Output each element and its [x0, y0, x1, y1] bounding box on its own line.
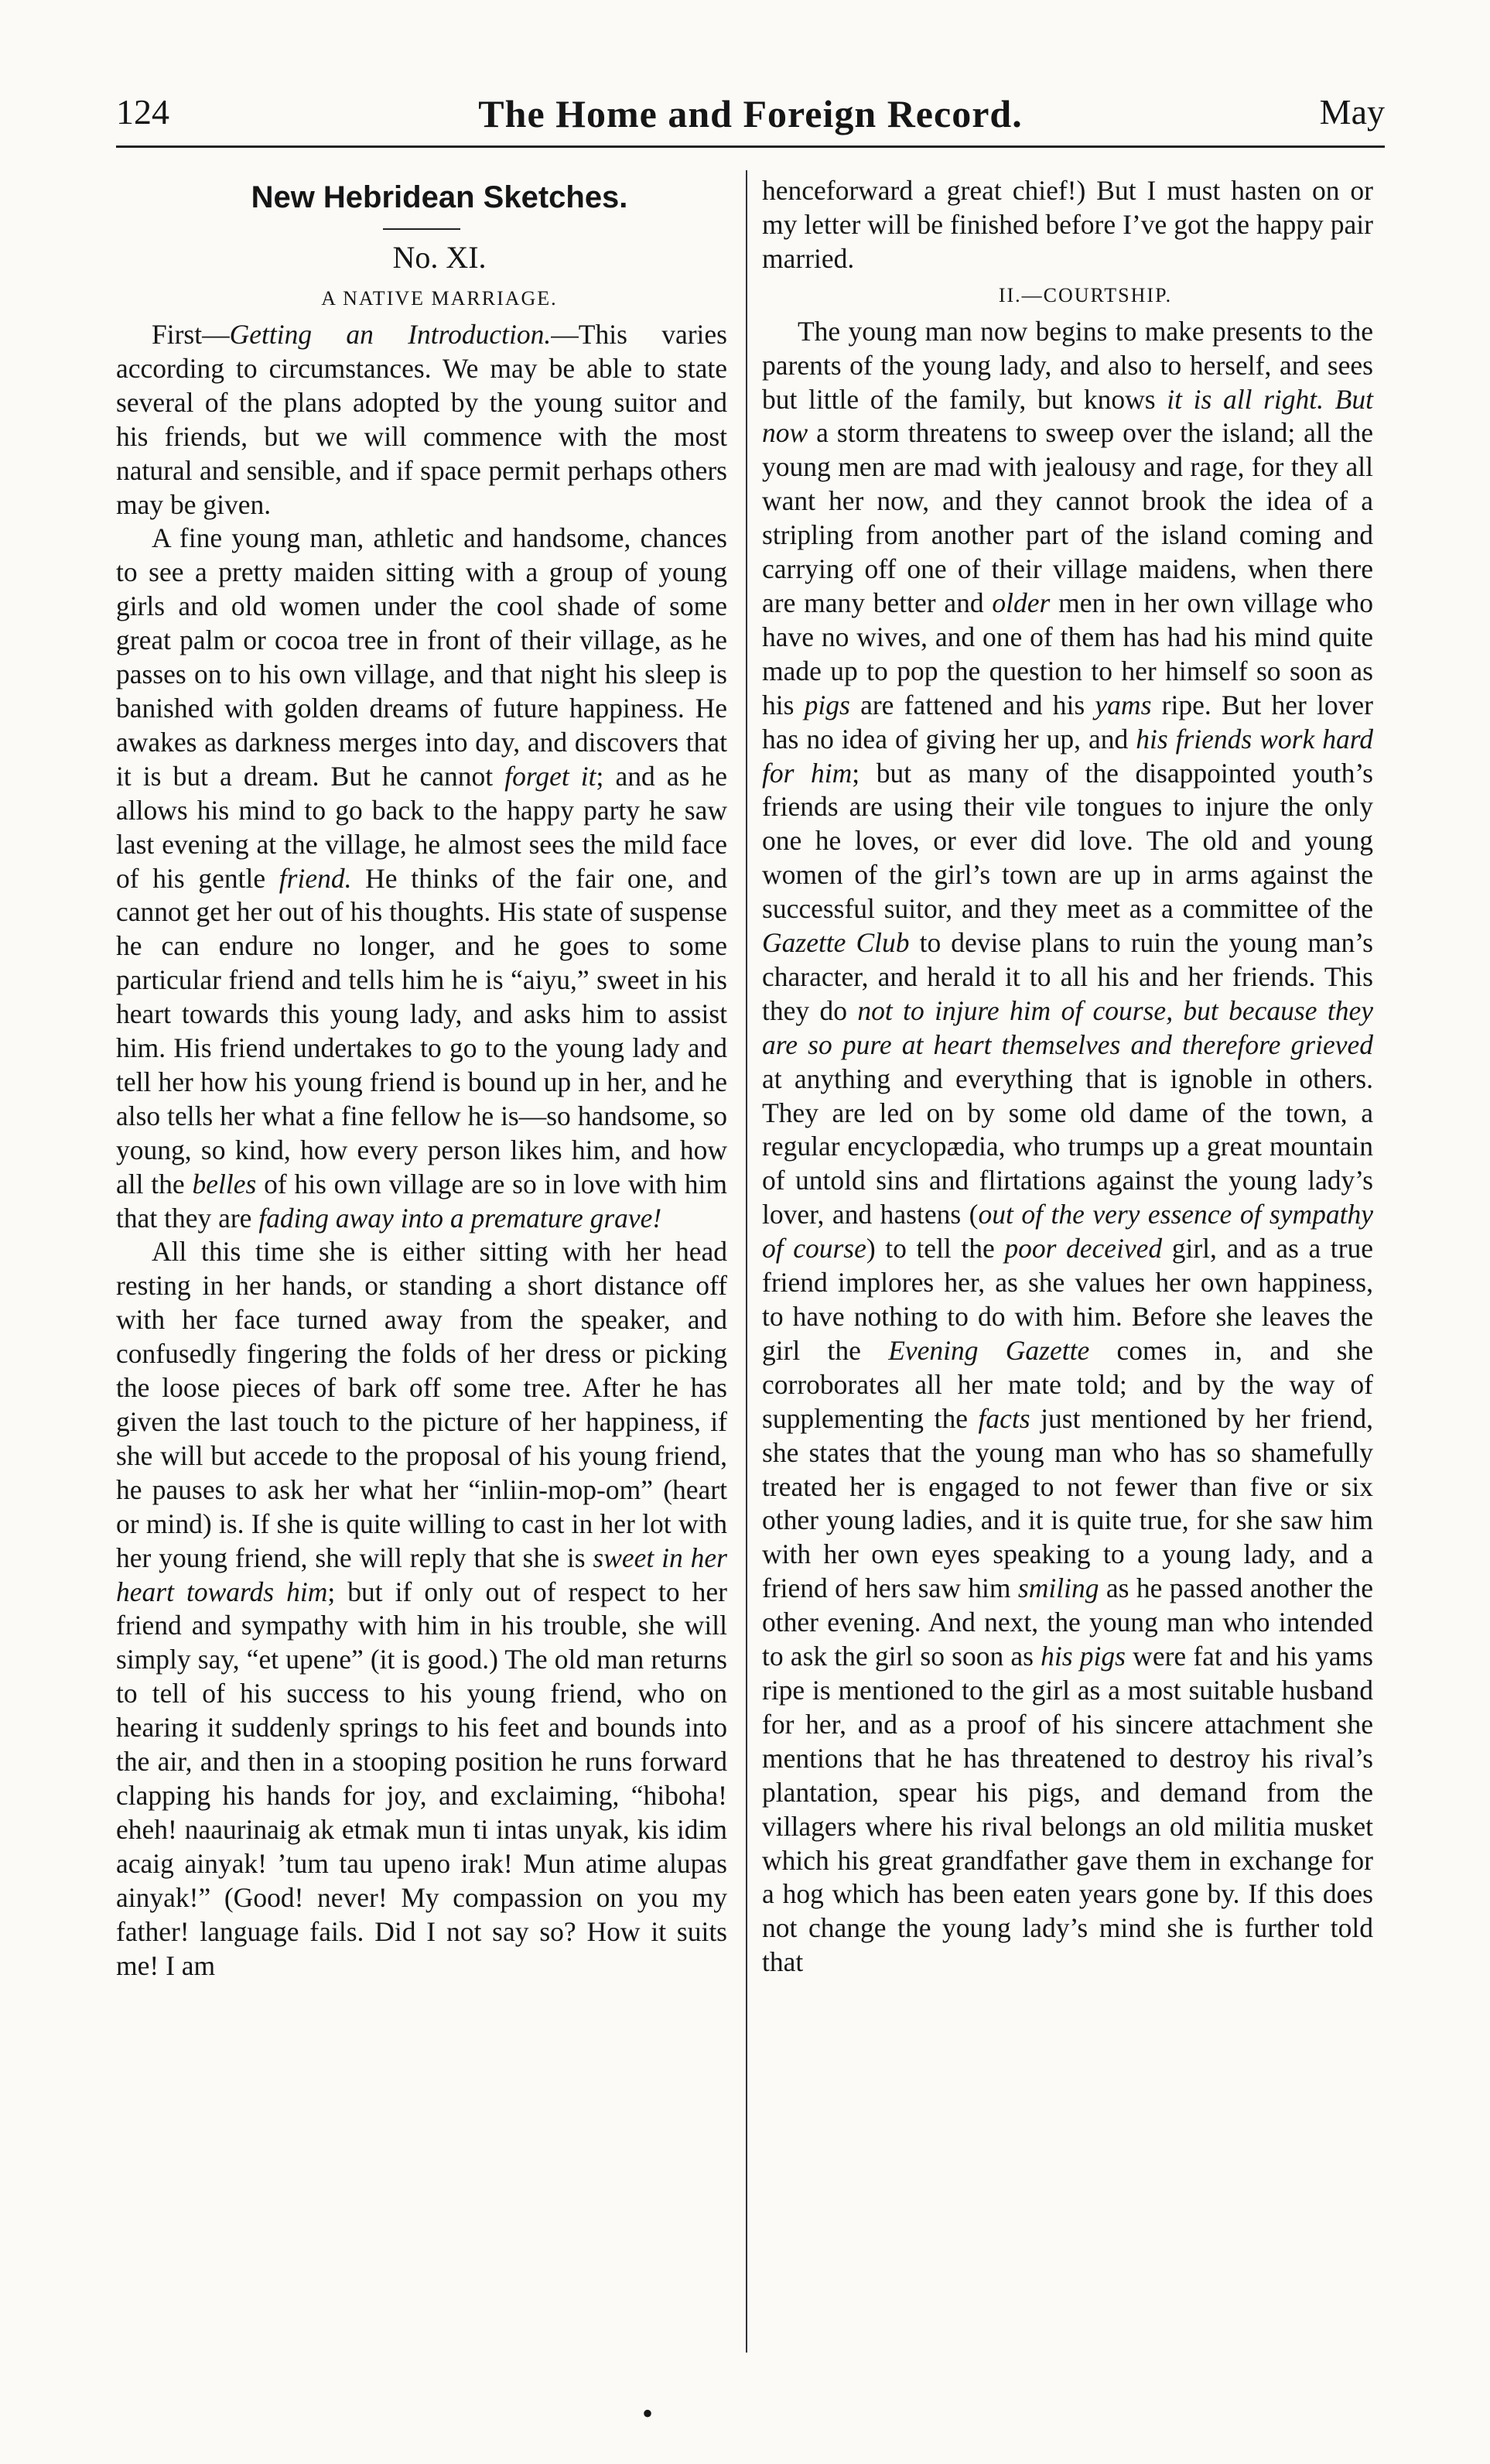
article-number: No. XI. [392, 240, 487, 275]
section-heading-marriage: A NATIVE MARRIAGE. [321, 287, 558, 310]
journal-title: The Home and Foreign Record. [478, 92, 1023, 135]
section-heading-courtship: II.—COURTSHIP. [998, 283, 1173, 306]
paragraph-continuation: henceforward a great chief!) But I must hasten on or my letter will be finished before I’ve got the happy pair married. [762, 175, 1373, 274]
title-rule [383, 228, 460, 230]
page-number: 124 [116, 92, 169, 132]
right-column [762, 174, 1373, 1980]
article-title: New Hebridean Sketches. [251, 180, 628, 214]
paragraph-young-man: A fine young man, athletic and handsome, chances to see a pretty maiden sitting with a group of young girls and old women under the cool shade of some great palm or cocoa tree in front of their village, as he passes on to his own village, and that night his sleep is banished with golden dreams of future happiness. He awakes as darkness merges into day, and discovers that it is but a dream. But he cannot forget it; and as he allows his mind to go back to the happy party he saw last evening at the village, he almost sees the mild face of his gentle friend. He thinks of the fair one, and cannot get her out of his thoughts. His state of suspense he can endure no longer, and he goes to some particular friend and tells him he is “aiyu,” sweet in his heart towards this young lady, and asks him to assist him. His friend undertakes to go to the young lady and tell her how his young friend is bound up in her, and he also tells her what a fine fellow he is—so handsome, so young, so kind, how every person likes him, and how all the belles of his own village are so in love with him that they are fading away into a premature grave! [116, 522, 728, 1234]
footer-dot-mark: • [642, 2396, 654, 2431]
page-header [116, 91, 1385, 148]
left-column [116, 174, 727, 1983]
paragraph-introduction: First—Getting an Introduction.—This varies according to circumstances. We may be able to state several of the plans adopted by the young suitor and his friends, but we will commence with the most natural and sensible, and if space permit perhaps others may be given. [116, 319, 727, 520]
paragraph-maiden: All this time she is either sitting with her head resting in her hands, or standing a short distance off with her face turned away from the speaker, and confusedly fingering the folds of her dress or picking the loose pieces of bark off some tree. After he has given the last touch to the picture of her happiness, if she will but accede to the proposal of his young friend, he pauses to ask her what her “inliin-mop-om” (heart or mind) is. If she is quite willing to cast in her lot with her young friend, she will reply that she is sweet in her heart towards him; but if only out of respect to her friend and sympathy with him in his trouble, she will simply say, “et upene” (it is good.) The old man returns to tell of his success to his young friend, who on hearing it suddenly springs to his feet and bounds into the air, and then in a stooping position he runs forward clapping his hands for joy, and exclaiming, “hiboha! eheh! naaurinaig ak etmak mun ti intas unyak, kis idim acaig ainyak! ’tum tau upeno irak! Mun atime alupas ainyak!” (Good! never! My compassion on you my father! language fails. Did I not say so? How it suits me! I am [116, 1236, 728, 1981]
column-divider [746, 170, 747, 2353]
issue-month: May [1319, 92, 1385, 132]
paragraph-courtship: The young man now begins to make presents to the parents of the young lady, and also to herself, and sees but little of the family, but knows it is all right. But now a storm threatens to sweep over the island; all the young men are mad with jealousy and rage, for they all want her now, and they cannot brook the idea of a stripling from another part of the island coming and carrying off one of their village maidens, when there are many better and older men in her own village who have no wives, and one of them has had his mind quite made up to pop the question to her himself so soon as his pigs are fattened and his yams ripe. But her lover has no idea of giving her up, and his friends work hard for him; but as many of the disappointed youth’s friends are using their vile tongues to injure the only one he loves, or ever did love. The old and young women of the girl’s town are up in arms against the successful suitor, and they meet as a committee of the Gazette Club to devise plans to ruin the young man’s character, and herald it to all his and her friends. This they do not to injure him of course, but because they are so pure at heart themselves and therefore grieved at anything and everything that is ignoble in others. They are led on by some old dame of the town, a regular encyclopædia, who trumps up a great mountain of untold sins and flirtations against the young lady’s lover, and hastens (out of the very essence of sympathy of course) to tell the poor deceived girl, and as a true friend implores her, as she values her own happiness, to have nothing to do with him. Before she leaves the girl the Evening Gazette comes in, and she corroborates all her mate told; and by the way of supplementing the facts just mentioned by her friend, she states that the young man who has so shamefully treated her is engaged to not fewer than five or six other young ladies, and it is quite true, for she saw him with her own eyes speaking to a young lady, and a friend of hers saw him smiling as he passed another the other evening. And next, the young man who intended to ask the girl so soon as his pigs were fat and his yams ripe is mentioned to the girl as a most suitable husband for her, and as a proof of his sincere attachment she mentions that he has threatened to destroy his rival’s plantation, spear his pigs, and demand from the villagers where his rival belongs an old militia musket which his great grandfather gave them in exchange for a hog which has been eaten years gone by. If this does not change the young lady’s mind she is further told that [762, 315, 1374, 1978]
